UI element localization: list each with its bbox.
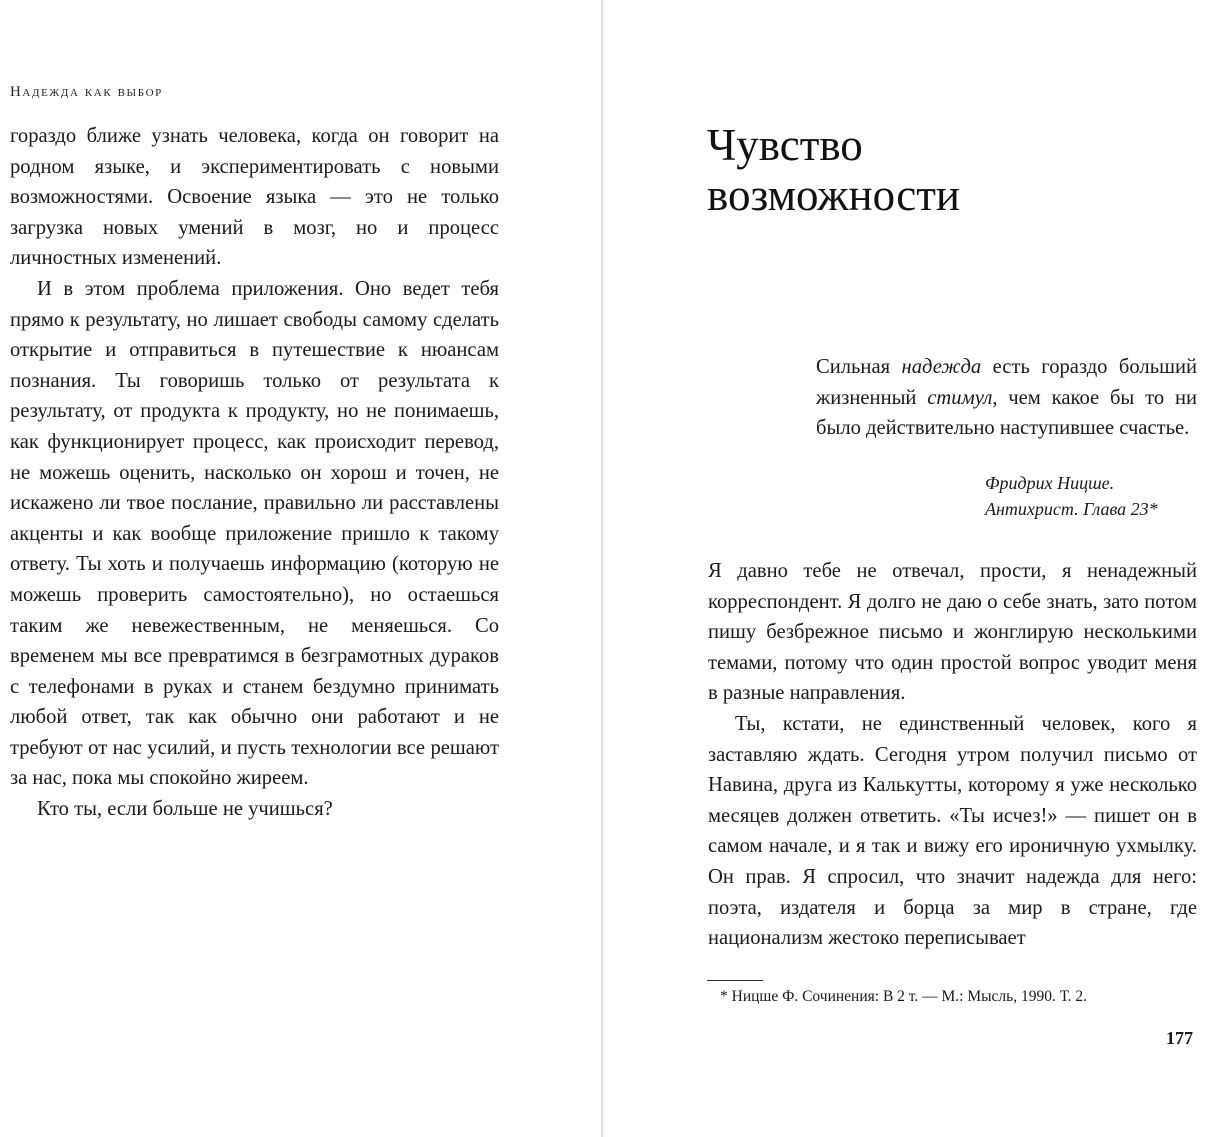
paragraph: Я давно тебе не отвечал, прости, я ненадежный корреспондент. Я долго не даю о себе знать, зато потом пишу безбрежное письмо и жонглирую несколькими темами, потому что один простой вопрос уводит меня в разные направления.: [708, 560, 1197, 705]
epigraph-author: Фридрих Ницше.: [985, 473, 1115, 493]
paragraph: Ты, кстати, не единственный человек, кого я заставляю ждать. Сегодня утром получил письмо от Навина, друга из Калькутты, которому я уже несколько месяцев должен ответить. «Ты исчез!» — пишет он в самом начале, и я так и вижу его ироничную ухмылку. Он прав. Я спросил, что значит надежда для него: поэта, издателя и борца за мир в стране, где национализм жестоко переписывает: [708, 712, 1197, 950]
chapter-title-line: Чувство: [707, 120, 863, 170]
epigraph-emphasis: стимул: [927, 386, 993, 409]
right-page: [605, 0, 1209, 1137]
paragraph: Кто ты, если больше не учишься?: [37, 798, 333, 821]
chapter-title-line: возможности: [707, 170, 960, 220]
epigraph: [816, 352, 1197, 444]
epigraph-source: Антихрист. Глава 23*: [985, 499, 1158, 519]
chapter-title: [707, 120, 960, 220]
left-page: [0, 0, 600, 1137]
epigraph-segment: Сильная: [816, 356, 902, 378]
epigraph-emphasis: надежда: [901, 356, 982, 378]
page-number: 177: [1166, 1028, 1193, 1048]
running-head: Надежда как выбор: [10, 84, 163, 100]
left-body-text: [10, 121, 499, 825]
right-body-text: [708, 556, 1197, 954]
epigraph-segment: , чем какое бы то ни было действительно наступившее счастье.: [816, 386, 1197, 440]
footnote-rule: [707, 980, 763, 981]
epigraph-text: [816, 352, 1197, 444]
epigraph-segment: есть гораздо больший жизненный: [816, 356, 1197, 409]
footnote: * Ницше Ф. Сочинения: В 2 т. — М.: Мысль, 1990. Т. 2.: [720, 988, 1088, 1005]
book-gutter: [601, 0, 604, 1137]
epigraph-attribution: [985, 470, 1158, 522]
paragraph: И в этом проблема приложения. Оно ведет тебя прямо к результату, но лишает свободы самому сделать открытие и отправиться в путешествие к нюансам познания. Ты говоришь только от результата к результату, от продукта к продукту, но не понимаешь, как функционирует процесс, как происходит перевод, не можешь оценить, насколько он хорош и точен, не искажено ли твое послание, правильно ли расставлены акценты и как вообще приложение пришло к такому ответу. Ты хоть и получаешь информацию (которую не можешь проверить самостоятельно), но остаешься таким же невежественным, не меняешься. Со временем мы все превратимся в безграмотных дураков с телефонами в руках и станем бездумно принимать любой ответ, так как обычно они работают и не требуют от нас усилий, и пусть технологии все решают за нас, пока мы спокойно жиреем.: [10, 277, 499, 790]
paragraph: гораздо ближе узнать человека, когда он говорит на родном языке, и экспериментировать с новыми возможностями. Освоение языка — это не только загрузка новых умений в мозг, но и процесс личностных изменений.: [10, 125, 499, 270]
